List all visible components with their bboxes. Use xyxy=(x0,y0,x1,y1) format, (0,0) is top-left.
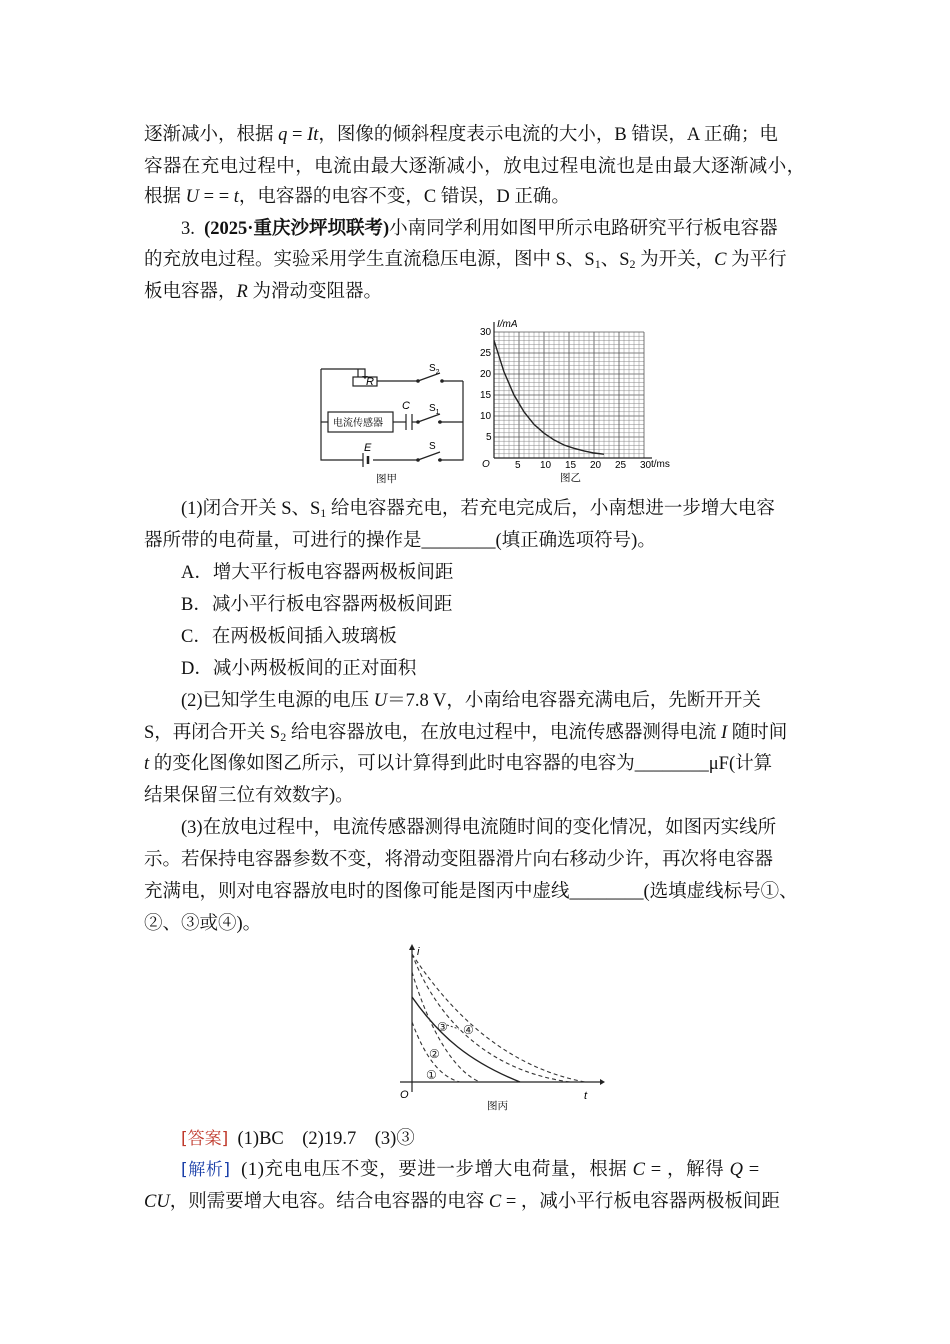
curve-label-2: ② xyxy=(429,1047,440,1061)
option-d: D．减小两极板间的正对面积 xyxy=(181,659,417,679)
curve-label-3: ③ xyxy=(437,1020,448,1034)
capacitor-label: C xyxy=(402,400,410,412)
sub3-line-3: 充满电，则对电容器放电时的图像可能是图丙中虚线________(选填虚线标号①、 xyxy=(144,882,798,902)
current-sensor-label: 电流传感器 xyxy=(333,418,383,429)
sub2-line-1: (2)已知学生电源的电压 U＝7.8 V，小南给电容器充满电后，先断开开关 xyxy=(181,691,761,711)
question-line-3: 板电容器，R 为滑动变阻器。 xyxy=(144,282,382,302)
sub3-line-2: 示。若保持电容器参数不变，将滑动变阻器滑片向右移动少许，再次将电容器 xyxy=(144,850,774,870)
switch-s-label: S xyxy=(429,441,436,452)
x-tick-label: 15 xyxy=(565,460,577,471)
battery-label: E xyxy=(364,442,372,454)
curve-label-1: ① xyxy=(426,1068,437,1082)
analysis-line-1: [解析] (1)充电电压不变，要进一步增大电荷量，根据 C = ，解得 Q = xyxy=(181,1160,760,1180)
chart-yi xyxy=(470,310,680,490)
dashed-curve-3 xyxy=(412,954,570,1082)
chart-axes xyxy=(494,322,652,458)
circuit-diagram xyxy=(318,355,468,490)
option-c: C．在两极板间插入玻璃板 xyxy=(181,627,397,647)
answer-line: [答案] (1)BC (2)19.7 (3)③ xyxy=(181,1129,415,1149)
y-tick-label: 10 xyxy=(480,411,492,422)
sub2-line-4: 结果保留三位有效数字)。 xyxy=(144,786,354,806)
answer-tag: [答案] xyxy=(181,1129,229,1149)
origin-label: O xyxy=(400,1089,409,1101)
analysis-tag: [解析] xyxy=(181,1160,231,1180)
switch-s1-label: $S_1$ xyxy=(429,403,440,416)
curve-label-4: ④ xyxy=(463,1023,474,1037)
option-a: A．增大平行板电容器两极板间距 xyxy=(181,563,454,583)
sub3-line-1: (3)在放电过程中，电流传感器测得电流随时间的变化情况，如图丙实线所 xyxy=(181,818,777,838)
t-axis-label: t xyxy=(584,1090,588,1102)
dashed-curve-4 xyxy=(412,954,585,1082)
analysis-line-2: CU，则需要增大电容。结合电容器的电容 C = ，减小平行板电容器两极板间距 xyxy=(144,1192,780,1212)
figure-jia-caption: 图甲 xyxy=(376,473,397,485)
sub1-line-1: (1)闭合开关 S、$S_1$ 给电容器充电，若充电完成后，小南想进一步增大电容 xyxy=(181,499,775,520)
option-b: B．减小平行板电容器两极板间距 xyxy=(181,595,453,615)
figure-bing-caption: 图丙 xyxy=(487,1100,508,1112)
x-tick-label: 5 xyxy=(515,460,521,471)
prev-line-3: 根据 U = = t，电容器的电容不变，C 错误，D 正确。 xyxy=(144,187,570,207)
sub2-line-2: S，再闭合开关 $S_2$ 给电容器放电，在放电过程中，电流传感器测得电流 I 随时间 xyxy=(144,723,788,744)
sub1-line-2: 器所带的电荷量，可进行的操作是________(填正确选项符号)。 xyxy=(144,531,656,551)
i-axis-label: i xyxy=(417,946,420,958)
sub2-line-3: t 的变化图像如图乙所示，可以计算得到此时电容器的电容为________μF(计算 xyxy=(144,754,773,774)
resistor-label: R xyxy=(366,376,374,388)
y-axis-label: I/mA xyxy=(497,319,518,330)
x-tick-label: 30 xyxy=(640,460,652,471)
prev-line-1: 逐渐减小，根据 q = It，图像的倾斜程度表示电流的大小，B 错误，A 正确；电 xyxy=(144,125,778,145)
x-tick-label: 20 xyxy=(590,460,602,471)
question-line-2: 的充放电过程。实验采用学生直流稳压电源，图中 S、$S_1$、$S_2$ 为开关，C 为平行 xyxy=(144,250,787,271)
prev-line-2: 容器在充电过程中，电流由最大逐渐减小，放电过程电流也是由最大逐渐减小， xyxy=(144,157,806,177)
figure-bing xyxy=(395,942,605,1114)
y-tick-label: 5 xyxy=(486,432,492,443)
y-tick-label: 30 xyxy=(480,327,492,338)
figure-yi-caption: 图乙 xyxy=(560,472,581,484)
y-tick-label: 15 xyxy=(480,390,492,401)
x-axis-label: t/ms xyxy=(651,459,670,470)
question-line-1: 3. (2025·重庆沙坪坝联考)小南同学利用如图甲所示电路研究平行板电容器 xyxy=(181,219,778,239)
y-tick-label: 20 xyxy=(480,369,492,380)
x-tick-label: 25 xyxy=(615,460,627,471)
switch-s2-label: $S_2$ xyxy=(429,363,440,376)
x-tick-label: 10 xyxy=(540,460,552,471)
sub3-line-4: ②、③或④)。 xyxy=(144,914,262,934)
y-tick-label: 25 xyxy=(480,348,492,359)
chart-origin: O xyxy=(482,459,490,470)
